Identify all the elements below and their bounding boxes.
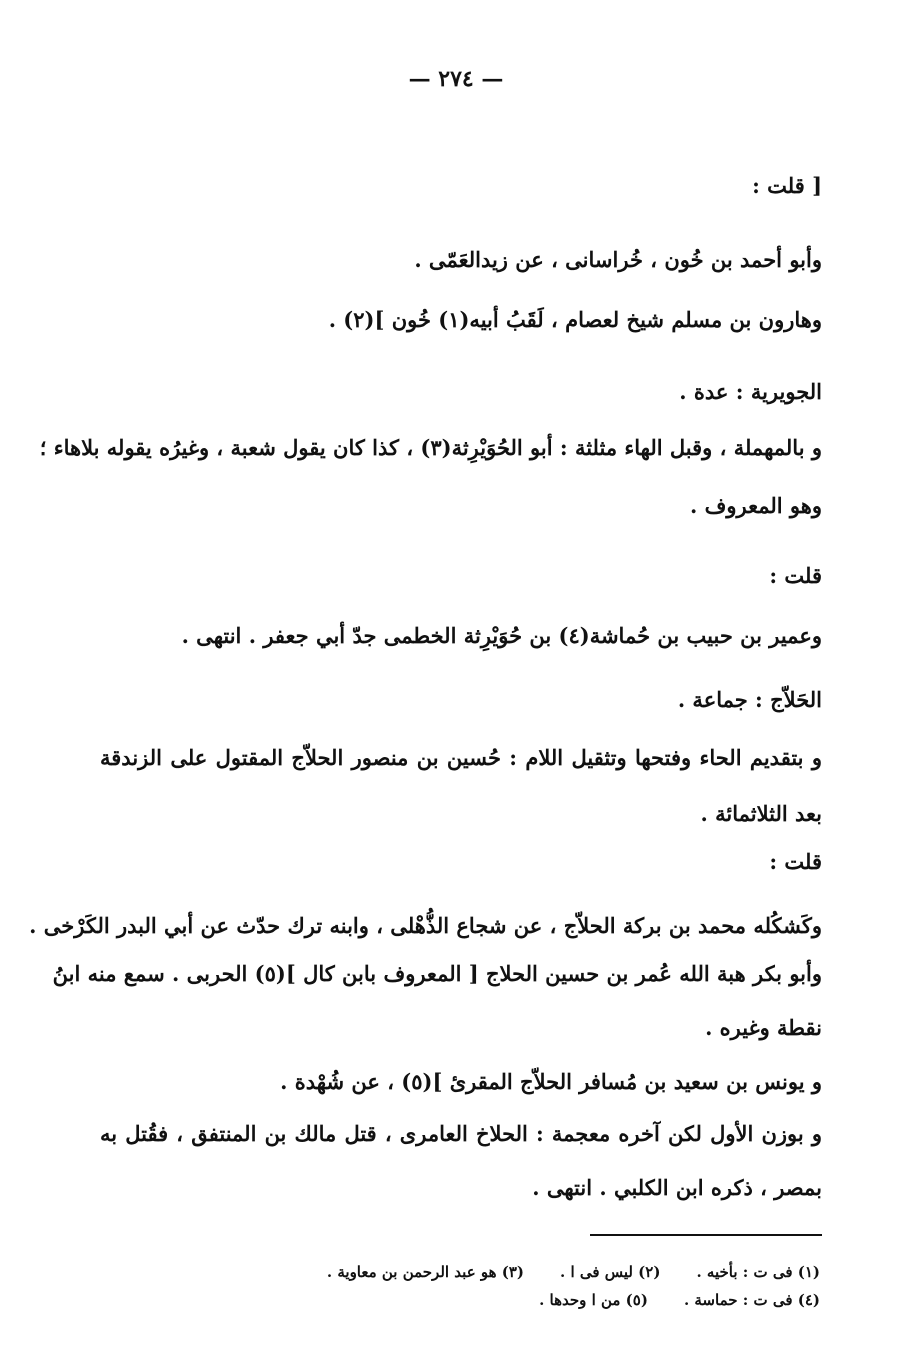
footnote: (٤) فى ت : حماسة . [683, 1291, 820, 1309]
footnote: (١) فى ت : بأخيه . [696, 1263, 820, 1281]
text-line: بمصر ، ذكره ابن الكلبي . انتهى . [532, 1175, 822, 1200]
text-line: وهارون بن مسلم شيخ لعصام ، لَقَبُ أبيه(١) خُون ](٢) . [328, 307, 822, 332]
text-line: [ قلت : [752, 173, 822, 198]
text-line: وكَشكُله محمد بن بركة الحلاّج ، عن شجاع الذُّهْلى ، وابنه ترك حدّث عن أبي البدر الكَرْخى . [29, 913, 822, 938]
text-line: نقطة وغيره . [705, 1015, 822, 1040]
footnote-divider [590, 1234, 822, 1236]
text-line: قلت : [769, 563, 822, 588]
text-line: و بتقديم الحاء وفتحها وتثقيل اللام : حُسين بن منصور الحلاّج المقتول على الزندقة [100, 745, 822, 770]
text-line: وهو المعروف . [690, 493, 822, 518]
text-line: وأبو أحمد بن خُون ، خُراسانى ، عن زيدالعَمّى . [414, 247, 822, 272]
footnote: (٥) من ا وحدها . [539, 1291, 648, 1309]
text-line: وعمير بن حبيب بن حُماشة(٤) بن حُوَيْرِثة الخطمى جدّ أبي جعفر . انتهى . [181, 623, 822, 648]
footnote-row [200, 1258, 820, 1286]
text-line: و بالمهملة ، وقبل الهاء مثلثة : أبو الحُوَيْرِثة(٣) ، كذا كان يقول شعبة ، وغيرُه يقوله بلاهاء ؛ [39, 435, 822, 460]
footnotes [200, 1258, 820, 1314]
text-line: و يونس بن سعيد بن مُسافر الحلاّج المقرئ ](٥) ، عن شُهْدة . [280, 1069, 822, 1094]
text-line: الجويرية : عدة . [679, 379, 822, 404]
text-line: وأبو بكر هبة الله عُمر بن حسين الحلاج [ المعروف بابن كال ](٥) الحربى . سمع منه ابنُ [52, 961, 822, 986]
text-line: الحَلاّج : جماعة . [677, 687, 822, 712]
text-line: بعد الثلاثمائة . [700, 801, 822, 826]
text-line: قلت : [769, 849, 822, 874]
footnote-row [200, 1286, 820, 1314]
text-line: و بوزن الأول لكن آخره معجمة : الحلاخ العامرى ، قتل مالك بن المنتفق ، فقُتل به [100, 1121, 822, 1146]
footnote: (٣) هو عبد الرحمن بن معاوية . [326, 1263, 525, 1281]
footnote: (٢) ليس فى ا . [560, 1263, 661, 1281]
page-number: — ٢٧٤ — [408, 66, 504, 92]
